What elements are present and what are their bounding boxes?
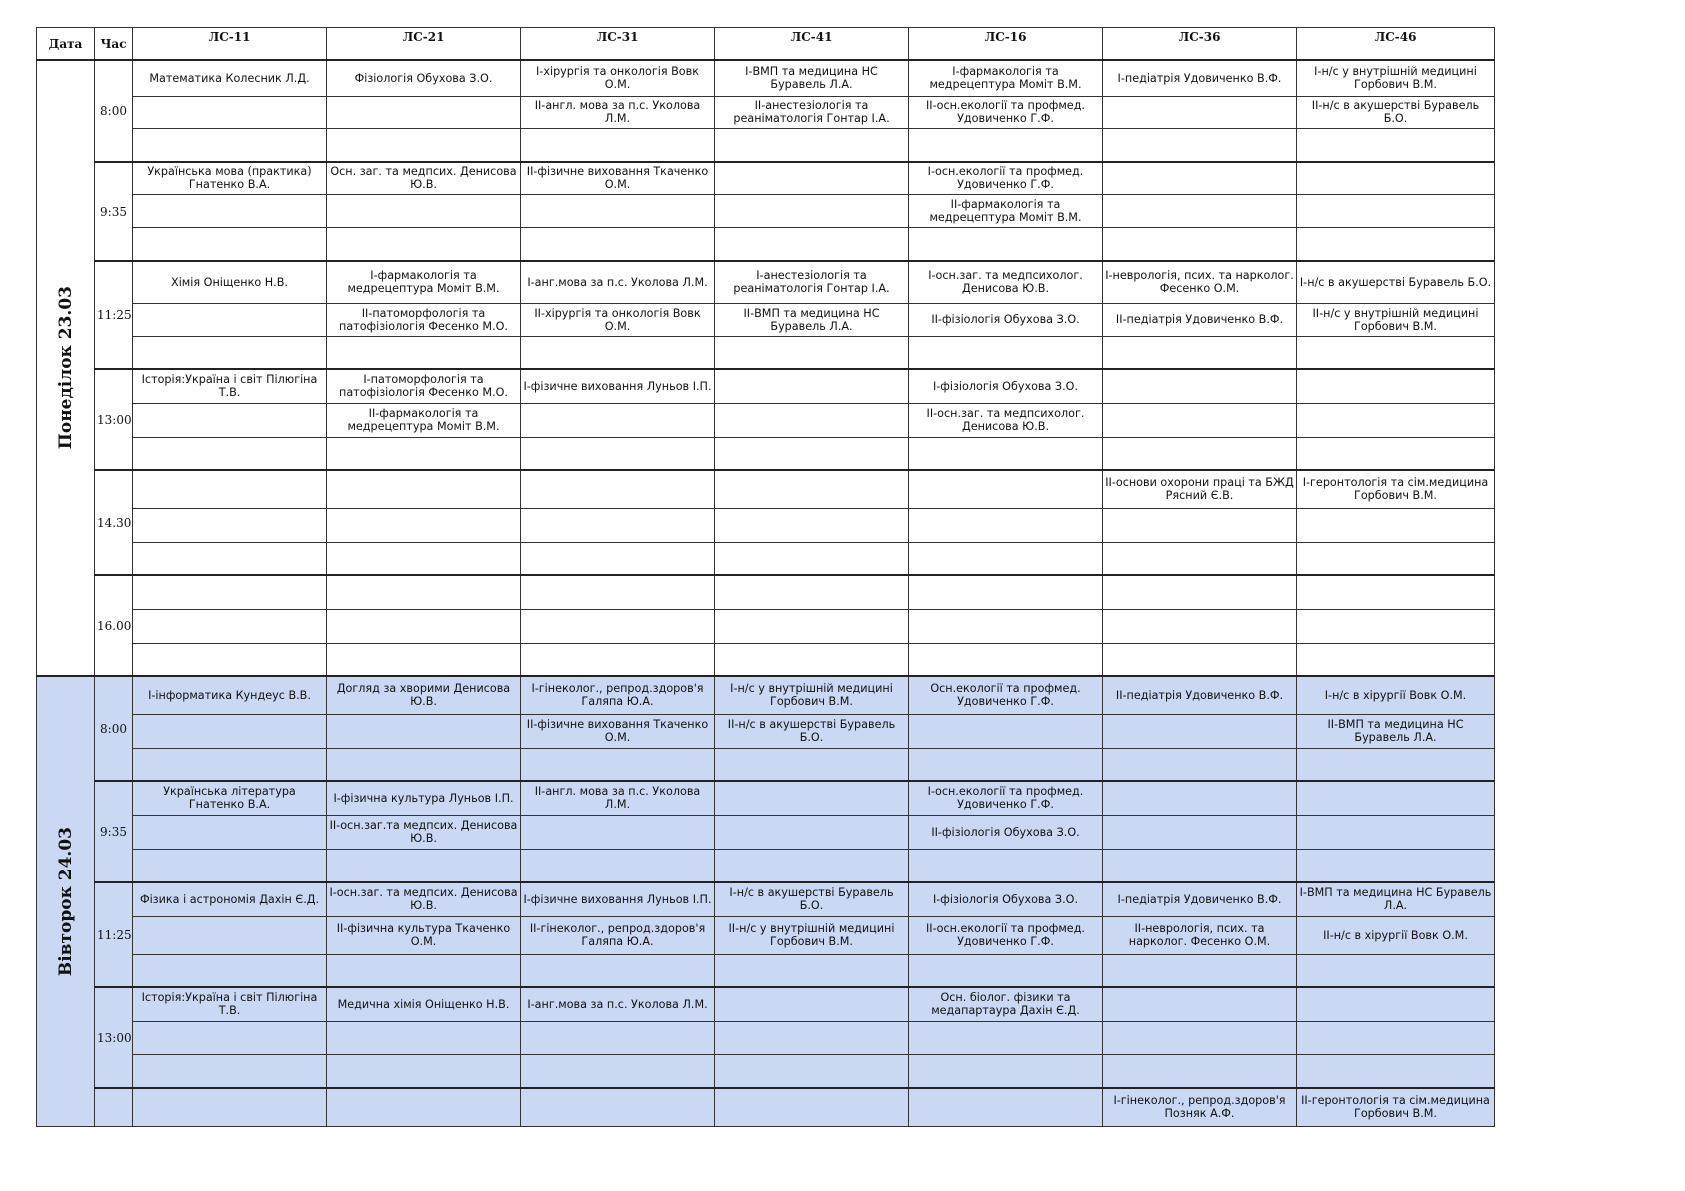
lesson-cell: ІІ-фізичне виховання Ткаченко О.М.: [521, 714, 715, 748]
empty-cell: [715, 542, 909, 575]
lesson-cell: І-фармакологія та медрецептура Моміт В.М.: [909, 60, 1103, 96]
empty-cell: [133, 849, 327, 882]
empty-cell: [327, 508, 521, 542]
schedule-row: [37, 128, 1495, 162]
empty-cell: [1297, 128, 1495, 162]
empty-cell: [1297, 987, 1495, 1021]
empty-cell: [133, 575, 327, 609]
lesson-cell: І-ВМП та медицина НС Буравель Л.А.: [715, 60, 909, 96]
schedule-row: [37, 403, 1495, 437]
schedule-row: [37, 194, 1495, 227]
empty-cell: [1103, 1054, 1297, 1088]
empty-cell: [1103, 1021, 1297, 1054]
empty-cell: [133, 748, 327, 781]
lesson-cell: ІІ-н/с в акушерстві Буравель Б.О.: [715, 714, 909, 748]
empty-cell: [521, 542, 715, 575]
empty-cell: [909, 748, 1103, 781]
empty-cell: [1297, 575, 1495, 609]
lesson-cell: ІІ-геронтологія та сім.медицина Горбович В.М.: [1297, 1088, 1495, 1126]
empty-cell: [715, 437, 909, 470]
empty-cell: [327, 748, 521, 781]
empty-cell: [133, 437, 327, 470]
empty-cell: [1297, 748, 1495, 781]
lesson-cell: І-осн.екології та профмед. Удовиченко Г.Ф.: [909, 781, 1103, 815]
day-block: [37, 676, 1495, 1126]
empty-cell: [133, 916, 327, 954]
empty-cell: [1103, 849, 1297, 882]
header-time: Час: [95, 28, 133, 61]
lesson-cell: ІІ-фізіологія Обухова З.О.: [909, 303, 1103, 336]
schedule-row: [37, 748, 1495, 781]
lesson-cell: ІІ-англ. мова за п.с. Уколова Л.М.: [521, 96, 715, 128]
header-group: ЛС-16: [909, 28, 1103, 61]
empty-cell: [909, 508, 1103, 542]
empty-cell: [1103, 643, 1297, 676]
empty-cell: [1297, 954, 1495, 987]
empty-cell: [909, 1088, 1103, 1126]
lesson-cell: І-н/с у внутрішній медицині Горбович В.М.: [715, 676, 909, 714]
lesson-cell: ІІ-ВМП та медицина НС Буравель Л.А.: [715, 303, 909, 336]
day-label: Вівторок 24.03: [55, 826, 76, 976]
empty-cell: [715, 508, 909, 542]
empty-cell: [909, 470, 1103, 508]
lesson-cell: Медична хімія Оніщенко Н.В.: [327, 987, 521, 1021]
empty-cell: [521, 849, 715, 882]
empty-cell: [133, 508, 327, 542]
empty-cell: [909, 1021, 1103, 1054]
lesson-cell: ІІ-англ. мова за п.с. Уколова Л.М.: [521, 781, 715, 815]
lesson-cell: І-ВМП та медицина НС Буравель Л.А.: [1297, 882, 1495, 916]
empty-cell: [133, 96, 327, 128]
empty-cell: [133, 1054, 327, 1088]
empty-cell: [133, 303, 327, 336]
lesson-cell: ІІ-фізичне виховання Ткаченко О.М.: [521, 162, 715, 194]
empty-cell: [1297, 781, 1495, 815]
empty-cell: [1103, 714, 1297, 748]
schedule-row: [37, 542, 1495, 575]
lesson-cell: Історія:Україна і світ Пілюгіна Т.В.: [133, 369, 327, 403]
empty-cell: [133, 954, 327, 987]
empty-cell: [133, 470, 327, 508]
empty-cell: [1103, 542, 1297, 575]
lesson-cell: І-н/с у внутрішній медицині Горбович В.М.: [1297, 60, 1495, 96]
empty-cell: [521, 954, 715, 987]
empty-cell: [1297, 643, 1495, 676]
empty-cell: [521, 508, 715, 542]
time-cell: 14.30: [95, 470, 133, 575]
schedule-row: [37, 987, 1495, 1021]
lesson-cell: ІІ-фізіологія Обухова З.О.: [909, 815, 1103, 849]
empty-cell: [521, 194, 715, 227]
empty-cell: [715, 227, 909, 261]
lesson-cell: ІІ-основи охорони праці та БЖД Рясний Є.В.: [1103, 470, 1297, 508]
empty-cell: [909, 714, 1103, 748]
lesson-cell: І-фізичне виховання Луньов І.П.: [521, 369, 715, 403]
schedule-row: [37, 643, 1495, 676]
lesson-cell: Українська література Гнатенко В.А.: [133, 781, 327, 815]
lesson-cell: І-гінеколог., репрод.здоров'я Позняк А.Ф.: [1103, 1088, 1297, 1126]
lesson-cell: І-інформатика Кундеус В.В.: [133, 676, 327, 714]
header-date: Дата: [37, 28, 95, 61]
day-label: Понеділок 23.03: [55, 286, 76, 450]
time-cell: 11:25: [95, 882, 133, 987]
lesson-cell: І-осн.заг. та медпсихолог. Денисова Ю.В.: [909, 261, 1103, 303]
empty-cell: [1103, 954, 1297, 987]
empty-cell: [133, 194, 327, 227]
empty-cell: [1103, 162, 1297, 194]
lesson-cell: Українська мова (практика) Гнатенко В.А.: [133, 162, 327, 194]
day-cell: [37, 60, 95, 676]
lesson-cell: ІІ-осн.заг. та медпсихолог. Денисова Ю.В.: [909, 403, 1103, 437]
lesson-cell: Догляд за хворими Денисова Ю.В.: [327, 676, 521, 714]
empty-cell: [1103, 815, 1297, 849]
lesson-cell: Історія:Україна і світ Пілюгіна Т.В.: [133, 987, 327, 1021]
lesson-cell: ІІ-н/с у внутрішній медицині Горбович В.М.: [1297, 303, 1495, 336]
schedule-row: [37, 954, 1495, 987]
schedule-row: [37, 575, 1495, 609]
lesson-cell: І-педіатрія Удовиченко В.Ф.: [1103, 60, 1297, 96]
empty-cell: [327, 1088, 521, 1126]
empty-cell: [715, 1054, 909, 1088]
empty-cell: [327, 575, 521, 609]
empty-cell: [1297, 403, 1495, 437]
lesson-cell: ІІ-осн.екології та профмед. Удовиченко Г.Ф.: [909, 916, 1103, 954]
empty-cell: [521, 1021, 715, 1054]
empty-cell: [327, 542, 521, 575]
lesson-cell: І-фізіологія Обухова З.О.: [909, 369, 1103, 403]
empty-cell: [1103, 194, 1297, 227]
lesson-cell: І-хірургія та онкологія Вовк О.М.: [521, 60, 715, 96]
schedule-row: [37, 336, 1495, 369]
empty-cell: [715, 403, 909, 437]
schedule-row: [37, 369, 1495, 403]
empty-cell: [1103, 781, 1297, 815]
time-cell: 8:00: [95, 60, 133, 162]
lesson-cell: І-анг.мова за п.с. Уколова Л.М.: [521, 987, 715, 1021]
empty-cell: [521, 227, 715, 261]
empty-cell: [715, 162, 909, 194]
schedule-row: [37, 96, 1495, 128]
lesson-cell: ІІ-осн.екології та профмед. Удовиченко Г.Ф.: [909, 96, 1103, 128]
schedule-row: [37, 227, 1495, 261]
lesson-cell: І-осн.екології та профмед. Удовиченко Г.Ф.: [909, 162, 1103, 194]
lesson-cell: І-геронтологія та сім.медицина Горбович В.М.: [1297, 470, 1495, 508]
header-group: ЛС-31: [521, 28, 715, 61]
empty-cell: [521, 748, 715, 781]
lesson-cell: ІІ-н/с в хірургії Вовк О.М.: [1297, 916, 1495, 954]
lesson-cell: ІІ-н/с у внутрішній медицині Горбович В.М.: [715, 916, 909, 954]
empty-cell: [1297, 849, 1495, 882]
empty-cell: [327, 849, 521, 882]
empty-cell: [1297, 542, 1495, 575]
schedule-table: [36, 27, 1495, 1127]
empty-cell: [909, 437, 1103, 470]
empty-cell: [133, 336, 327, 369]
lesson-cell: І-анестезіологія та реаніматологія Гонтар І.А.: [715, 261, 909, 303]
empty-cell: [521, 437, 715, 470]
schedule-row: [37, 714, 1495, 748]
lesson-cell: ІІ-педіатрія Удовиченко В.Ф.: [1103, 303, 1297, 336]
empty-cell: [1103, 508, 1297, 542]
empty-cell: [909, 336, 1103, 369]
schedule-row: [37, 1054, 1495, 1088]
empty-cell: [1297, 1054, 1495, 1088]
schedule-row: [37, 1021, 1495, 1054]
empty-cell: [1103, 369, 1297, 403]
schedule-row: [37, 303, 1495, 336]
lesson-cell: І-фізіологія Обухова З.О.: [909, 882, 1103, 916]
empty-cell: [521, 1088, 715, 1126]
empty-cell: [327, 437, 521, 470]
schedule-row: [37, 676, 1495, 714]
empty-cell: [133, 609, 327, 643]
empty-cell: [1297, 1021, 1495, 1054]
empty-cell: [327, 954, 521, 987]
empty-cell: [133, 714, 327, 748]
empty-cell: [327, 96, 521, 128]
empty-cell: [1103, 336, 1297, 369]
schedule-row: [37, 508, 1495, 542]
schedule-row: [37, 162, 1495, 194]
empty-cell: [715, 781, 909, 815]
empty-cell: [1103, 748, 1297, 781]
empty-cell: [1297, 437, 1495, 470]
empty-cell: [715, 849, 909, 882]
empty-cell: [521, 403, 715, 437]
empty-cell: [133, 815, 327, 849]
lesson-cell: ІІ-осн.заг.та медпсих. Денисова Ю.В.: [327, 815, 521, 849]
empty-cell: [715, 954, 909, 987]
empty-cell: [327, 714, 521, 748]
empty-cell: [715, 609, 909, 643]
empty-cell: [909, 609, 1103, 643]
empty-cell: [521, 336, 715, 369]
empty-cell: [133, 643, 327, 676]
lesson-cell: Осн. заг. та медпсих. Денисова Ю.В.: [327, 162, 521, 194]
empty-cell: [715, 1021, 909, 1054]
lesson-cell: ІІ-фізична культура Ткаченко О.М.: [327, 916, 521, 954]
empty-cell: [909, 227, 1103, 261]
lesson-cell: І-осн.заг. та медпсих. Денисова Ю.В.: [327, 882, 521, 916]
day-block: [37, 60, 1495, 676]
empty-cell: [715, 815, 909, 849]
empty-cell: [1103, 575, 1297, 609]
lesson-cell: І-педіатрія Удовиченко В.Ф.: [1103, 882, 1297, 916]
empty-cell: [909, 542, 1103, 575]
lesson-cell: І-н/с в акушерстві Буравель Б.О.: [715, 882, 909, 916]
empty-cell: [327, 227, 521, 261]
empty-cell: [327, 643, 521, 676]
empty-cell: [327, 194, 521, 227]
lesson-cell: ІІ-патоморфологія та патофізіологія Фесенко М.О.: [327, 303, 521, 336]
time-cell: 9:35: [95, 781, 133, 882]
lesson-cell: ІІ-педіатрія Удовиченко В.Ф.: [1103, 676, 1297, 714]
time-cell: 13:00: [95, 987, 133, 1088]
empty-cell: [133, 1088, 327, 1126]
empty-cell: [715, 470, 909, 508]
empty-cell: [1297, 336, 1495, 369]
empty-cell: [327, 609, 521, 643]
time-cell: 8:00: [95, 676, 133, 781]
empty-cell: [327, 1054, 521, 1088]
lesson-cell: ІІ-ВМП та медицина НС Буравель Л.А.: [1297, 714, 1495, 748]
header-group: ЛС-11: [133, 28, 327, 61]
header-group: ЛС-46: [1297, 28, 1495, 61]
lesson-cell: ІІ-гінеколог., репрод.здоров'я Галяпа Ю.А.: [521, 916, 715, 954]
schedule-row: [37, 60, 1495, 96]
header-group: ЛС-21: [327, 28, 521, 61]
empty-cell: [133, 227, 327, 261]
schedule-row: [37, 261, 1495, 303]
schedule-row: [37, 882, 1495, 916]
time-cell: 11:25: [95, 261, 133, 369]
lesson-cell: І-патоморфологія та патофізіологія Фесенко М.О.: [327, 369, 521, 403]
empty-cell: [521, 1054, 715, 1088]
lesson-cell: Осн. біолог. фізики та медапартаура Дахін Є.Д.: [909, 987, 1103, 1021]
schedule-row: [37, 815, 1495, 849]
lesson-cell: І-фармакологія та медрецептура Моміт В.М.: [327, 261, 521, 303]
empty-cell: [1297, 609, 1495, 643]
empty-cell: [909, 128, 1103, 162]
empty-cell: [133, 542, 327, 575]
empty-cell: [327, 1021, 521, 1054]
empty-cell: [1103, 227, 1297, 261]
empty-cell: [1103, 987, 1297, 1021]
empty-cell: [1297, 194, 1495, 227]
empty-cell: [715, 643, 909, 676]
schedule-row: [37, 609, 1495, 643]
lesson-cell: І-фізичне виховання Луньов І.П.: [521, 882, 715, 916]
lesson-cell: І-неврологія, псих. та наркoлог. Фесенко О.М.: [1103, 261, 1297, 303]
lesson-cell: ІІ-хірургія та онкологія Вовк О.М.: [521, 303, 715, 336]
empty-cell: [715, 369, 909, 403]
empty-cell: [1103, 437, 1297, 470]
empty-cell: [521, 643, 715, 676]
time-cell: 9:35: [95, 162, 133, 261]
schedule-row: [37, 849, 1495, 882]
empty-cell: [133, 128, 327, 162]
empty-cell: [521, 815, 715, 849]
empty-cell: [909, 575, 1103, 609]
empty-cell: [327, 336, 521, 369]
empty-cell: [521, 128, 715, 162]
lesson-cell: ІІ-неврологія, псих. та наркoлог. Фесенко О.М.: [1103, 916, 1297, 954]
empty-cell: [909, 849, 1103, 882]
empty-cell: [715, 336, 909, 369]
empty-cell: [715, 1088, 909, 1126]
lesson-cell: Математика Колесник Л.Д.: [133, 60, 327, 96]
empty-cell: [1103, 128, 1297, 162]
empty-cell: [1103, 609, 1297, 643]
schedule-row: [37, 781, 1495, 815]
header-group: ЛС-36: [1103, 28, 1297, 61]
empty-cell: [521, 609, 715, 643]
empty-cell: [715, 748, 909, 781]
schedule-row: [37, 1088, 1495, 1126]
empty-cell: [521, 470, 715, 508]
lesson-cell: Фізика і астрономія Дахін Є.Д.: [133, 882, 327, 916]
lesson-cell: І-анг.мова за п.с. Уколова Л.М.: [521, 261, 715, 303]
time-cell: 13:00: [95, 369, 133, 470]
lesson-cell: ІІ-анестезіологія та реаніматологія Гонтар І.А.: [715, 96, 909, 128]
empty-cell: [1103, 403, 1297, 437]
empty-cell: [715, 194, 909, 227]
lesson-cell: ІІ-н/с в акушерстві Буравель Б.О.: [1297, 96, 1495, 128]
empty-cell: [715, 987, 909, 1021]
lesson-cell: ІІ-фармакологія та медрецептура Моміт В.М.: [909, 194, 1103, 227]
empty-cell: [909, 643, 1103, 676]
lesson-cell: І-фізична культура Луньов І.П.: [327, 781, 521, 815]
lesson-cell: ІІ-фармакологія та медрецептура Моміт В.М.: [327, 403, 521, 437]
empty-cell: [1297, 508, 1495, 542]
empty-cell: [909, 1054, 1103, 1088]
empty-cell: [1297, 162, 1495, 194]
empty-cell: [1297, 369, 1495, 403]
lesson-cell: І-гінеколог., репрод.здоров'я Галяпа Ю.А.: [521, 676, 715, 714]
empty-cell: [715, 128, 909, 162]
lesson-cell: Хімія Оніщенко Н.В.: [133, 261, 327, 303]
empty-cell: [133, 1021, 327, 1054]
empty-cell: [327, 470, 521, 508]
empty-cell: [1103, 96, 1297, 128]
schedule-row: [37, 916, 1495, 954]
day-cell: [37, 676, 95, 1126]
schedule-row: [37, 437, 1495, 470]
empty-cell: [909, 954, 1103, 987]
time-cell: 16.00: [95, 575, 133, 676]
lesson-cell: І-н/с в хірургії Вовк О.М.: [1297, 676, 1495, 714]
schedule-row: [37, 470, 1495, 508]
time-cell: [95, 1088, 133, 1126]
empty-cell: [1297, 227, 1495, 261]
empty-cell: [327, 128, 521, 162]
empty-cell: [1297, 815, 1495, 849]
empty-cell: [133, 403, 327, 437]
lesson-cell: Фізіологія Обухова З.О.: [327, 60, 521, 96]
empty-cell: [521, 575, 715, 609]
header-group: ЛС-41: [715, 28, 909, 61]
lesson-cell: Осн.екології та профмед. Удовиченко Г.Ф.: [909, 676, 1103, 714]
lesson-cell: І-н/с в акушерстві Буравель Б.О.: [1297, 261, 1495, 303]
empty-cell: [715, 575, 909, 609]
